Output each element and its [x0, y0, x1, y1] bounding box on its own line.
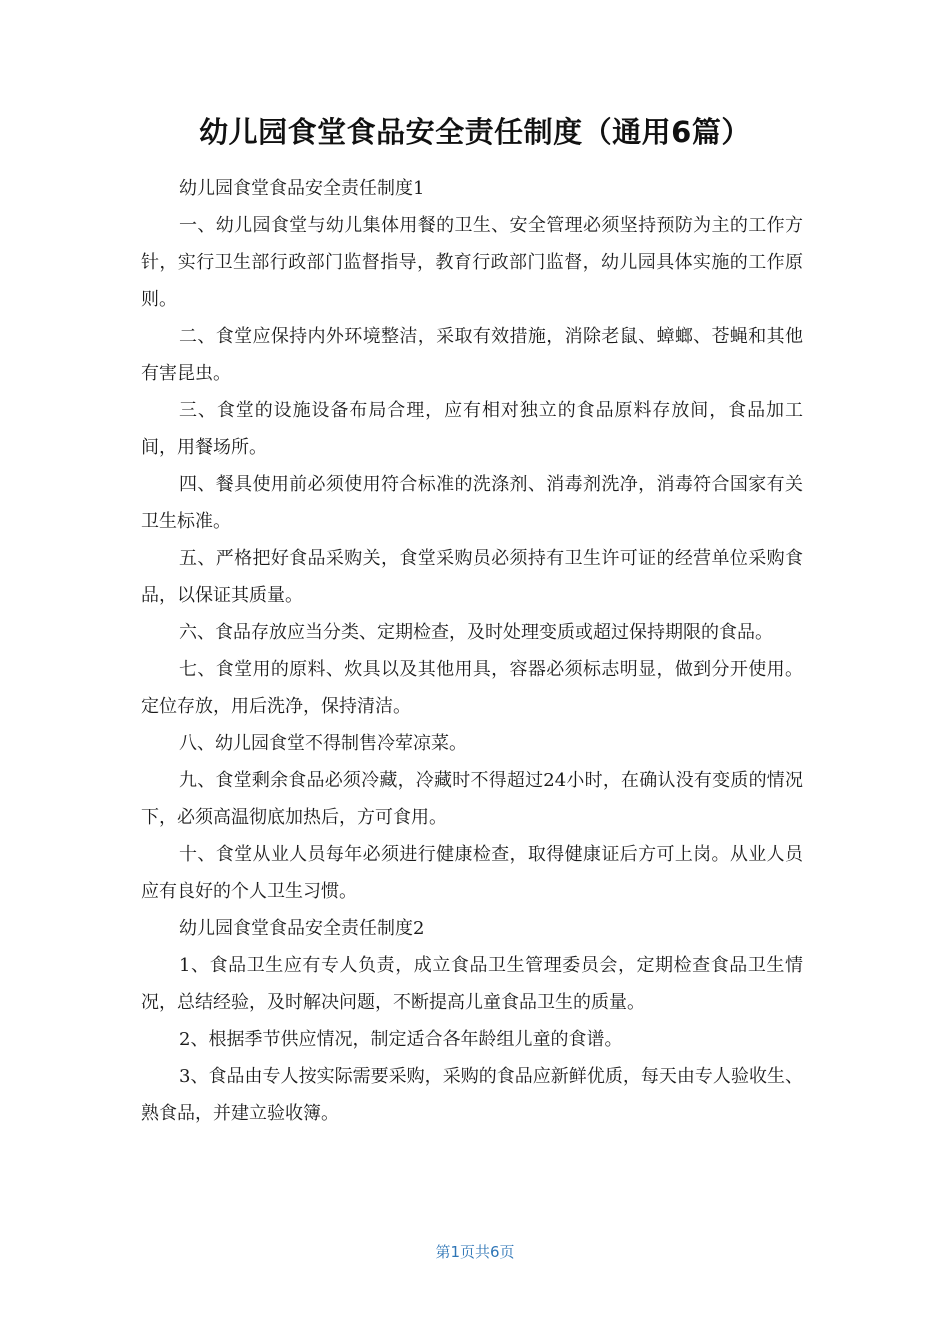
document-title: 幼儿园食堂食品安全责任制度（通用6篇） — [199, 115, 751, 149]
paragraph: 八、幼儿园食堂不得制售冷荤凉菜。 — [179, 733, 467, 754]
section-heading-2: 幼儿园食堂食品安全责任制度2 — [179, 918, 425, 939]
paragraph: 三、食堂的设施设备布局合理，应有相对独立的食品原料存放间，食品加工间，用餐场所。 — [141, 400, 803, 458]
paragraph: 六、食品存放应当分类、定期检查，及时处理变质或超过保持期限的食品。 — [179, 622, 773, 643]
paragraph: 七、食堂用的原料、炊具以及其他用具，容器必须标志明显，做到分开使用。定位存放，用后洗净，保持清洁。 — [141, 659, 803, 717]
paragraph: 九、食堂剩余食品必须冷藏，冷藏时不得超过24小时，在确认没有变质的情况下，必须高温彻底加热后，方可食用。 — [141, 770, 803, 828]
paragraph: 十、食堂从业人员每年必须进行健康检查，取得健康证后方可上岗。从业人员应有良好的个人卫生习惯。 — [141, 844, 803, 902]
section-heading-1: 幼儿园食堂食品安全责任制度1 — [179, 178, 425, 199]
paragraph: 五、严格把好食品采购关，食堂采购员必须持有卫生许可证的经营单位采购食品，以保证其质量。 — [141, 548, 803, 606]
paragraph: 一、幼儿园食堂与幼儿集体用餐的卫生、安全管理必须坚持预防为主的工作方针，实行卫生部行政部门监督指导，教育行政部门监督，幼儿园具体实施的工作原则。 — [141, 215, 803, 310]
paragraph: 3、食品由专人按实际需要采购，采购的食品应新鲜优质，每天由专人验收生、熟食品，并建立验收簿。 — [141, 1066, 803, 1124]
paragraph: 2、根据季节供应情况，制定适合各年龄组儿童的食谱。 — [179, 1029, 623, 1050]
document-body — [141, 170, 803, 1132]
paragraph: 1、食品卫生应有专人负责，成立食品卫生管理委员会，定期检查食品卫生情况，总结经验，及时解决问题，不断提高儿童食品卫生的质量。 — [141, 955, 803, 1013]
paragraph: 二、食堂应保持内外环境整洁，采取有效措施，消除老鼠、蟑螂、苍蝇和其他有害昆虫。 — [141, 326, 803, 384]
paragraph: 四、餐具使用前必须使用符合标准的洗涤剂、消毒剂洗净，消毒符合国家有关卫生标准。 — [141, 474, 803, 532]
page-number-footer: 第1页共6页 — [435, 1243, 515, 1261]
